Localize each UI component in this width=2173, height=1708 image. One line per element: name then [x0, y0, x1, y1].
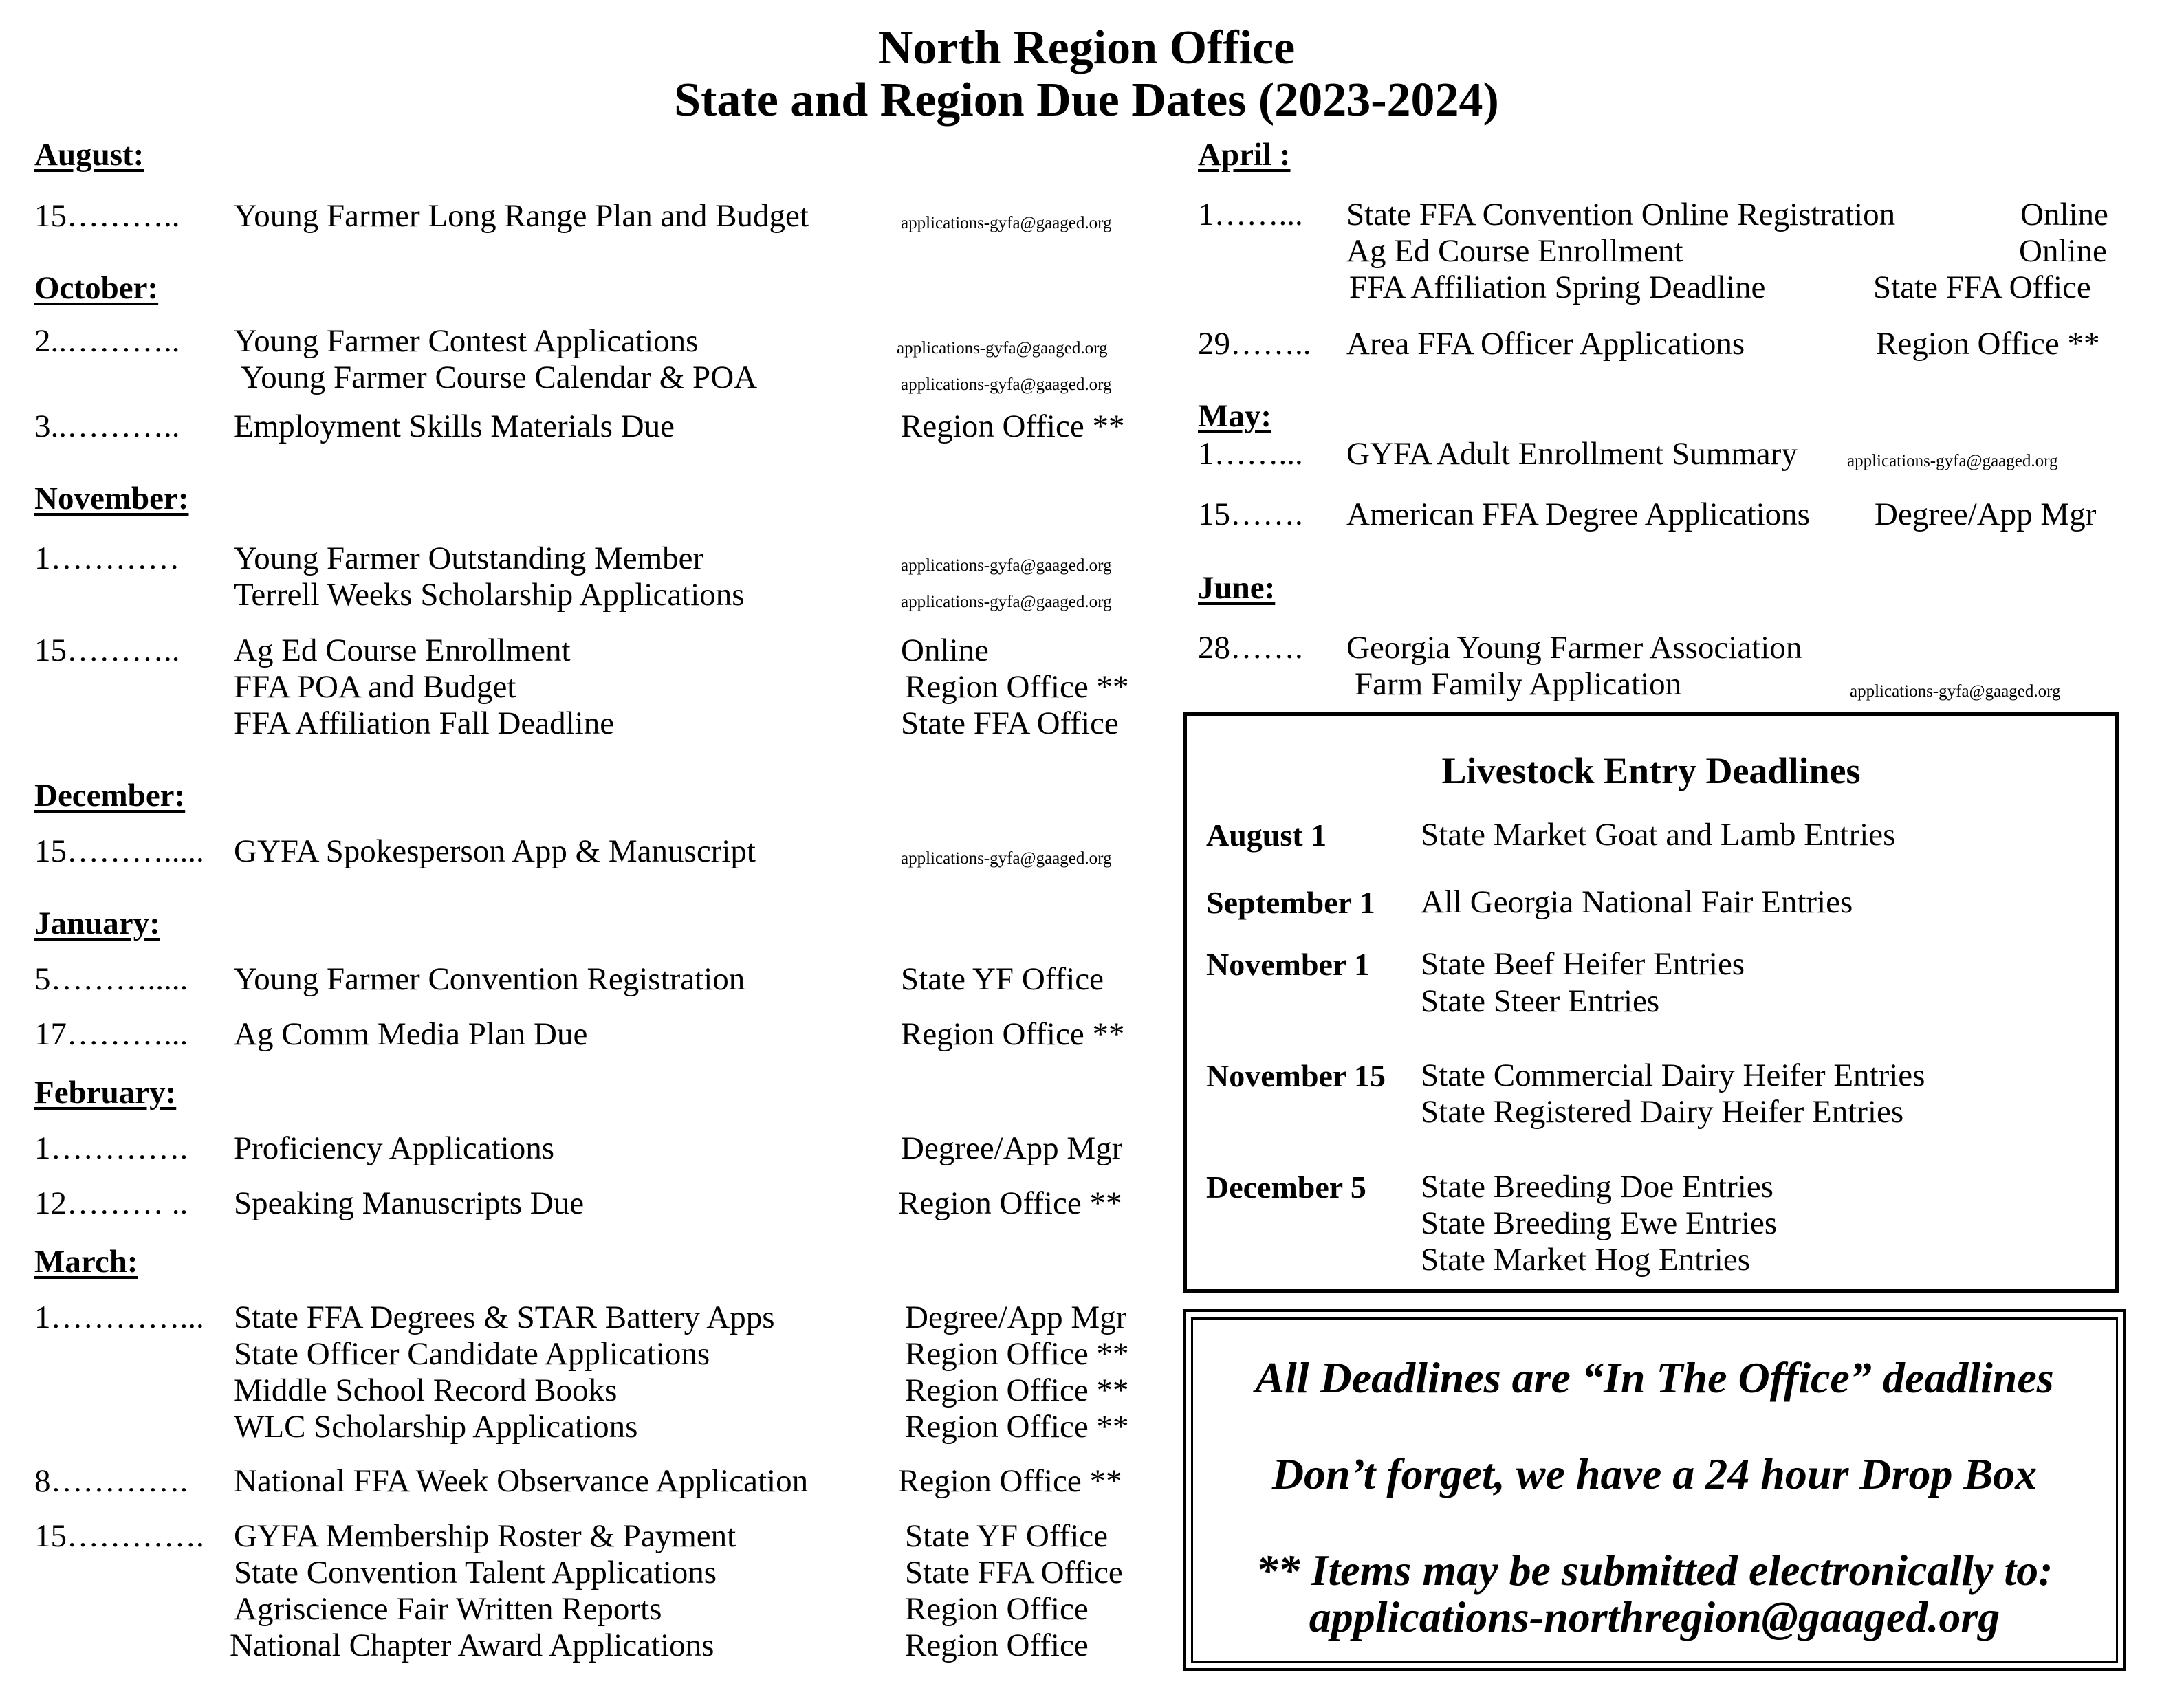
submission-destination: applications-gyfa@gaaged.org: [901, 375, 1112, 394]
submission-destination: Region Office: [905, 1628, 1089, 1663]
submission-destination: State FFA Office: [901, 705, 1119, 741]
due-date: 15……….....: [34, 833, 204, 869]
livestock-entry: State Market Hog Entries: [1421, 1242, 1751, 1278]
livestock-date: September 1: [1206, 885, 1375, 920]
submission-destination: Region Office **: [901, 408, 1125, 444]
livestock-date: November 1: [1206, 947, 1371, 982]
deadline-item: Middle School Record Books: [234, 1372, 618, 1408]
due-date: 15………..: [34, 633, 180, 668]
submission-destination: State YF Office: [901, 961, 1104, 997]
livestock-entry: State Beef Heifer Entries: [1421, 946, 1745, 982]
deadline-item: Young Farmer Contest Applications: [234, 323, 699, 359]
document-subtitle: State and Region Due Dates (2023-2024): [674, 74, 1499, 127]
notes-email: applications-northregion@gaaged.org: [1309, 1592, 2000, 1641]
livestock-date: November 15: [1206, 1058, 1386, 1093]
submission-destination: Region Office **: [905, 1372, 1129, 1408]
deadline-item: FFA Affiliation Fall Deadline: [234, 705, 615, 741]
due-date: 17………...: [34, 1016, 188, 1052]
deadline-item: Young Farmer Long Range Plan and Budget: [234, 198, 809, 234]
submission-destination: Online: [2020, 197, 2108, 232]
due-date: 1……...: [1198, 197, 1303, 232]
submission-destination: Region Office **: [905, 669, 1129, 705]
livestock-date: August 1: [1206, 818, 1327, 853]
submission-destination: State FFA Office: [905, 1555, 1123, 1590]
office-notes-box: [1183, 1309, 2126, 1671]
deadline-item: Ag Ed Course Enrollment: [234, 633, 571, 668]
month-heading-december: December:: [34, 778, 186, 813]
deadline-item: State FFA Convention Online Registration: [1346, 197, 1896, 232]
deadline-item: FFA POA and Budget: [234, 669, 516, 705]
deadline-item: Young Farmer Course Calendar & POA: [241, 360, 758, 395]
submission-destination: Region Office **: [905, 1409, 1129, 1445]
due-date: 1…………: [34, 540, 180, 576]
deadline-item: State Convention Talent Applications: [234, 1555, 717, 1590]
deadline-item: Terrell Weeks Scholarship Applications: [234, 577, 745, 613]
month-heading-november: November:: [34, 481, 189, 516]
livestock-entry: State Market Goat and Lamb Entries: [1421, 817, 1896, 853]
deadline-item: National FFA Week Observance Application: [234, 1463, 809, 1499]
livestock-entry: State Commercial Dairy Heifer Entries: [1421, 1058, 1925, 1093]
deadline-item: GYFA Adult Enrollment Summary: [1346, 436, 1798, 472]
deadline-item: WLC Scholarship Applications: [234, 1409, 638, 1445]
notes-line: Don’t forget, we have a 24 hour Drop Box: [1271, 1449, 2038, 1498]
submission-destination: applications-gyfa@gaaged.org: [901, 214, 1112, 232]
notes-inner-border: [1191, 1317, 2118, 1663]
livestock-box-title: Livestock Entry Deadlines: [1441, 750, 1861, 791]
livestock-deadlines-box: [1183, 712, 2119, 1293]
due-date: 1…………...: [34, 1300, 204, 1335]
month-heading-april: April :: [1198, 137, 1291, 173]
submission-destination: Region Office **: [898, 1463, 1122, 1499]
submission-destination: applications-gyfa@gaaged.org: [901, 849, 1112, 868]
submission-destination: Online: [901, 633, 989, 668]
submission-destination: Region Office: [905, 1591, 1089, 1627]
livestock-entry: State Breeding Doe Entries: [1421, 1169, 1773, 1205]
deadline-item: American FFA Degree Applications: [1346, 496, 1810, 532]
month-heading-june: June:: [1198, 570, 1276, 606]
due-date: 15…….: [1198, 496, 1303, 532]
deadline-item: Young Farmer Outstanding Member: [234, 540, 704, 576]
due-date: 5……….....: [34, 961, 188, 997]
submission-destination: Degree/App Mgr: [901, 1130, 1123, 1166]
submission-destination: Region Office **: [901, 1016, 1125, 1052]
due-date: 2..………..: [34, 323, 180, 359]
deadline-item: Area FFA Officer Applications: [1346, 326, 1745, 362]
due-date: 3..………..: [34, 408, 180, 444]
deadline-item: GYFA Membership Roster & Payment: [234, 1518, 736, 1554]
month-heading-march: March:: [34, 1244, 138, 1280]
due-date: 8………….: [34, 1463, 188, 1499]
submission-destination: Region Office **: [898, 1185, 1122, 1221]
month-heading-february: February:: [34, 1075, 177, 1110]
due-date: 15………..: [34, 198, 180, 234]
livestock-entry: State Breeding Ewe Entries: [1421, 1205, 1778, 1241]
submission-destination: State YF Office: [905, 1518, 1108, 1554]
deadline-item: State Officer Candidate Applications: [234, 1336, 710, 1372]
deadline-item: Proficiency Applications: [234, 1130, 554, 1166]
livestock-entry: State Steer Entries: [1421, 983, 1660, 1019]
due-date: 1………….: [34, 1130, 188, 1166]
deadline-item: GYFA Spokesperson App & Manuscript: [234, 833, 756, 869]
notes-line: ** Items may be submitted electronically to:: [1256, 1546, 2053, 1595]
due-date: 1……...: [1198, 436, 1303, 472]
deadline-item: Speaking Manuscripts Due: [234, 1185, 585, 1221]
due-date: 12……… ..: [34, 1185, 188, 1221]
document-title: North Region Office: [877, 21, 1296, 74]
month-heading-may: May:: [1198, 398, 1272, 434]
submission-destination: Region Office **: [1876, 326, 2100, 362]
month-heading-august: August:: [34, 137, 144, 173]
submission-destination: applications-gyfa@gaaged.org: [901, 593, 1112, 611]
submission-destination: Online: [2019, 233, 2107, 269]
deadline-item: Young Farmer Convention Registration: [234, 961, 745, 997]
submission-destination: Region Office **: [905, 1336, 1129, 1372]
submission-destination: applications-gyfa@gaaged.org: [901, 556, 1112, 575]
deadline-item: Farm Family Application: [1355, 666, 1682, 702]
submission-destination: State FFA Office: [1873, 270, 2091, 305]
submission-destination: applications-gyfa@gaaged.org: [1847, 452, 2058, 470]
deadline-item: Ag Comm Media Plan Due: [234, 1016, 588, 1052]
submission-destination: Degree/App Mgr: [905, 1300, 1127, 1335]
notes-line: All Deadlines are “In The Office” deadlines: [1255, 1353, 2054, 1402]
deadline-item: Employment Skills Materials Due: [234, 408, 675, 444]
month-heading-january: January:: [34, 906, 160, 941]
deadline-item: Ag Ed Course Enrollment: [1346, 233, 1683, 269]
livestock-date: December 5: [1206, 1170, 1366, 1205]
livestock-entry: State Registered Dairy Heifer Entries: [1421, 1094, 1904, 1130]
deadline-item: FFA Affiliation Spring Deadline: [1349, 270, 1766, 305]
livestock-entry: All Georgia National Fair Entries: [1421, 884, 1853, 920]
due-date: 15………….: [34, 1518, 204, 1554]
due-date: 29……..: [1198, 326, 1311, 362]
deadline-item: National Chapter Award Applications: [230, 1628, 714, 1663]
deadline-item: State FFA Degrees & STAR Battery Apps: [234, 1300, 775, 1335]
submission-destination: applications-gyfa@gaaged.org: [897, 339, 1108, 358]
submission-destination: applications-gyfa@gaaged.org: [1850, 682, 2061, 701]
deadline-item: Georgia Young Farmer Association: [1346, 630, 1802, 666]
month-heading-october: October:: [34, 270, 159, 306]
deadline-item: Agriscience Fair Written Reports: [234, 1591, 662, 1627]
submission-destination: Degree/App Mgr: [1875, 496, 2097, 532]
due-date: 28…….: [1198, 630, 1303, 666]
